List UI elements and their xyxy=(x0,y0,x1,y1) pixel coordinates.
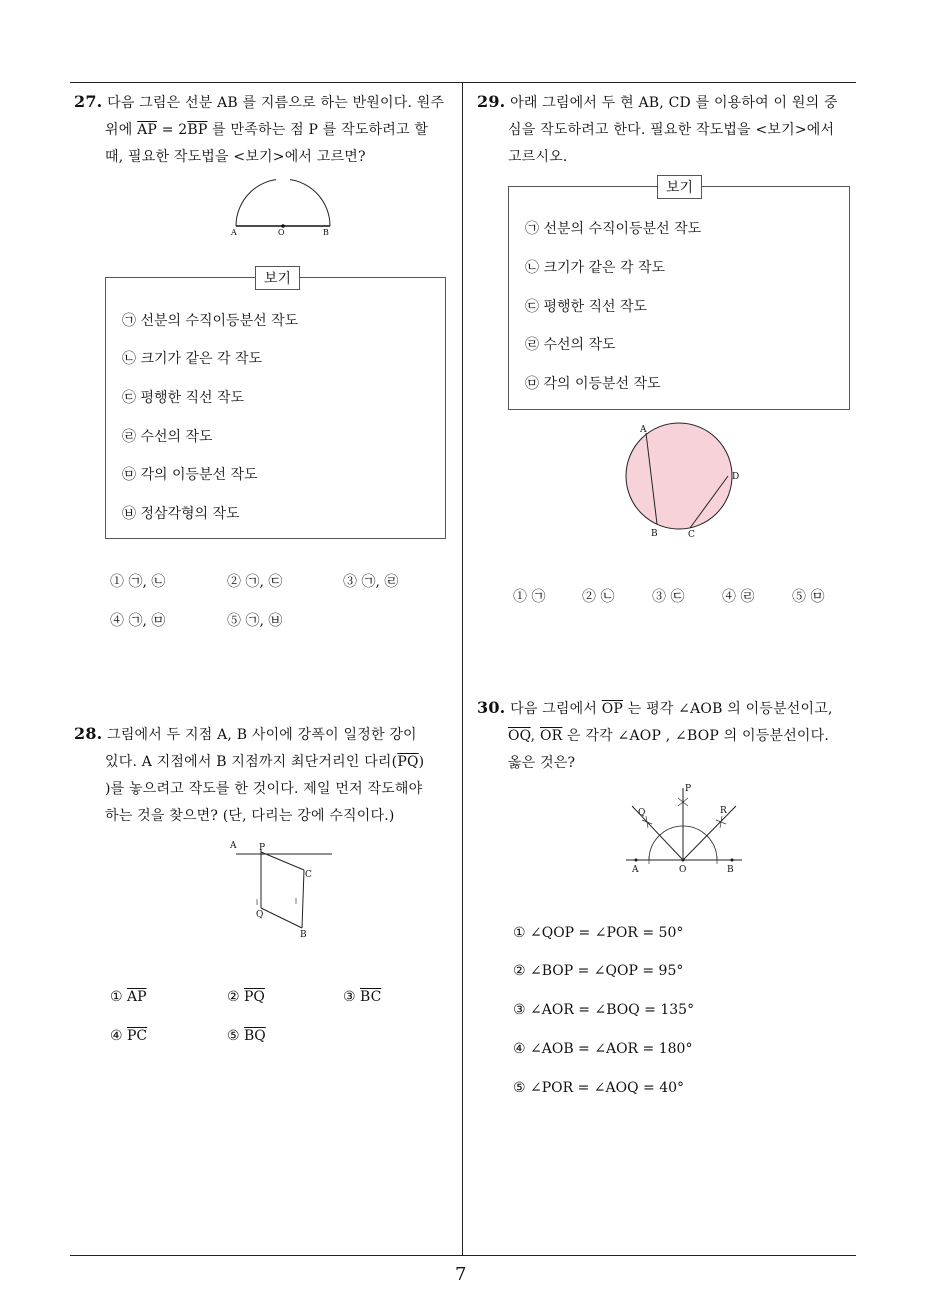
choice-number: ① xyxy=(110,989,123,1005)
label-c: C xyxy=(688,530,695,540)
semicircle-figure xyxy=(228,176,338,238)
q30-choice-3[interactable]: ③ ∠AOR = ∠BOQ = 135° xyxy=(513,1002,695,1018)
label-o: O xyxy=(278,228,285,237)
question-29 xyxy=(477,88,861,171)
question-27-number: 27. xyxy=(74,92,103,111)
q27-choice-1[interactable]: ① ㉠, ㉡ xyxy=(110,574,166,590)
question-30 xyxy=(477,694,861,777)
question-27-line3: 때, 필요한 작도법을 <보기>에서 고르면? xyxy=(105,149,366,165)
q27-bogi-item: ㉤ 각의 이등분선 작도 xyxy=(122,467,258,483)
q27-choice-4[interactable]: ④ ㉠, ㉤ xyxy=(110,613,166,629)
q27-bogi-item: ㉠ 선분의 수직이등분선 작도 xyxy=(122,313,299,329)
question-27 xyxy=(74,88,458,171)
q29-bogi-title: 보기 xyxy=(657,175,702,199)
question-27-line2c: 를 만족하는 점 P 를 작도하려고 할 xyxy=(207,122,429,138)
question-29-line1: 아래 그림에서 두 현 AB, CD 를 이용하여 이 원의 중 xyxy=(510,95,838,111)
question-30-line1a: 다음 그림에서 xyxy=(510,701,602,717)
page-number: 7 xyxy=(455,1264,467,1285)
segment-oq: $\overline{OQ}$ xyxy=(508,728,531,744)
question-27-line2b: = 2 xyxy=(157,122,188,138)
q29-choice-5[interactable]: ⑤ ㉤ xyxy=(792,589,825,605)
label-a: A xyxy=(231,228,237,237)
label-b: B xyxy=(651,529,658,539)
question-30-line1b: 는 평각 ∠AOB 의 이등분선이고, xyxy=(623,701,833,717)
q30-choice-5[interactable]: ⑤ ∠POR = ∠AOQ = 40° xyxy=(513,1080,685,1096)
label-b: B xyxy=(300,930,307,940)
label-a: A xyxy=(230,841,237,851)
label-b: B xyxy=(323,228,329,237)
q28-choice-2[interactable] xyxy=(227,989,265,1005)
question-27-line2a: 위에 xyxy=(105,122,138,138)
question-29-number: 29. xyxy=(477,92,506,111)
bottom-rule xyxy=(70,1255,856,1256)
q30-choice-4[interactable]: ④ ∠AOB = ∠AOR = 180° xyxy=(513,1041,693,1057)
q27-bogi-item: ㉢ 평행한 직선 작도 xyxy=(122,390,245,406)
label-b: B xyxy=(727,865,734,875)
label-c: C xyxy=(305,870,312,880)
q27-bogi-title: 보기 xyxy=(255,266,300,290)
segment-pq: $\overline{PQ}$ xyxy=(397,754,419,770)
q29-choice-2[interactable]: ② ㉡ xyxy=(582,589,615,605)
choice-number: ④ xyxy=(110,1028,123,1044)
segment-op: $\overline{OP}$ xyxy=(601,701,624,717)
label-a: A xyxy=(640,425,647,435)
choice-number: ③ xyxy=(343,989,356,1005)
question-29-line2: 심을 작도하려고 한다. 필요한 작도법을 <보기>에서 xyxy=(508,122,835,138)
q29-choice-3[interactable]: ③ ㉢ xyxy=(652,589,685,605)
top-rule xyxy=(70,82,856,83)
q28-choice-4[interactable] xyxy=(110,1028,147,1044)
choice-number: ⑤ xyxy=(227,1028,240,1044)
label-d: D xyxy=(732,472,740,482)
question-28-line2: 있다. A 지점에서 B 지점까지 최단거리인 다리( xyxy=(105,754,398,770)
q28-choice-1[interactable] xyxy=(110,989,147,1005)
label-a: A xyxy=(632,865,639,875)
label-q: Q xyxy=(638,808,646,818)
pink-circle xyxy=(626,423,732,529)
circle-chords-figure xyxy=(618,420,748,542)
arc-ap: $\overline{AP}$ xyxy=(137,122,158,138)
column-divider xyxy=(462,82,463,1256)
question-28: 28. 그림에서 두 지점 A, B 사이에 강폭이 일정한 강이 있다. A 지점에서 B 지점까지 최단거리인 다리$(\overline{PQ})$ )를 놓으려고 작도를 한 것이다. 제일 먼저 작도해야 하는 것을 찾으면? (단, 다리는 강에 수직이다.) xyxy=(74,720,458,830)
q27-bogi-item: ㉡ 크기가 같은 각 작도 xyxy=(122,351,262,367)
q27-bogi-item: ㉣ 수선의 작도 xyxy=(122,429,213,445)
q29-choice-4[interactable]: ④ ㉣ xyxy=(722,589,755,605)
segment-or: $\overline{OR}$ xyxy=(539,728,563,744)
question-30-number: 30. xyxy=(477,698,506,717)
q29-bogi-item: ㉤ 각의 이등분선 작도 xyxy=(525,376,661,392)
label-o: O xyxy=(679,865,687,875)
question-28-line3: )를 놓으려고 작도를 한 것이다. 제일 먼저 작도해야 xyxy=(105,781,423,797)
q28-choice-5[interactable] xyxy=(227,1028,266,1044)
question-29-line3: 고르시오. xyxy=(508,149,568,165)
arc-bp: $\overline{BP}$ xyxy=(187,122,208,138)
segment-ap: $\overline{AP}$ xyxy=(127,989,147,1005)
question-28-number: 28. xyxy=(74,724,103,743)
label-q: Q xyxy=(256,910,264,920)
q27-bogi-item: ㉥ 정삼각형의 작도 xyxy=(122,506,240,522)
q28-choice-3[interactable] xyxy=(343,989,381,1005)
segment-pc: $\overline{PC}$ xyxy=(127,1028,148,1044)
q29-choice-1[interactable]: ① ㉠ xyxy=(513,589,546,605)
question-27-line1: 다음 그림은 선분 AB 를 지름으로 하는 반원이다. 원주 xyxy=(107,95,445,111)
question-30-line3: 옳은 것은? xyxy=(508,755,576,771)
q29-bogi-item: ㉢ 평행한 직선 작도 xyxy=(525,299,648,315)
q30-choice-1[interactable]: ① ∠QOP = ∠POR = 50° xyxy=(513,925,684,941)
question-28-line4: 하는 것을 찾으면? (단, 다리는 강에 수직이다.) xyxy=(105,808,395,824)
q29-bogi-item: ㉡ 크기가 같은 각 작도 xyxy=(525,260,665,276)
river-bridge-figure xyxy=(226,836,336,942)
q27-choice-2[interactable]: ② ㉠, ㉢ xyxy=(227,574,283,590)
q27-choice-5[interactable]: ⑤ ㉠, ㉥ xyxy=(227,613,283,629)
question-28-line1: 그림에서 두 지점 A, B 사이에 강폭이 일정한 강이 xyxy=(107,727,417,743)
q27-choice-3[interactable]: ③ ㉠, ㉣ xyxy=(343,574,399,590)
angle-bisector-figure xyxy=(622,782,746,878)
segment-pq: $\overline{PQ}$ xyxy=(244,989,265,1005)
label-r: R xyxy=(720,806,727,816)
q30-choice-2[interactable]: ② ∠BOP = ∠QOP = 95° xyxy=(513,963,684,979)
q29-bogi-item: ㉠ 선분의 수직이등분선 작도 xyxy=(525,221,702,237)
label-p: P xyxy=(259,843,266,853)
label-p: P xyxy=(685,784,692,794)
question-30-line2b: 은 각각 ∠AOP , ∠BOP 의 이등분선이다. xyxy=(562,728,830,744)
separator: , xyxy=(530,728,540,744)
segment-bq: $\overline{BQ}$ xyxy=(244,1028,266,1044)
q29-bogi-item: ㉣ 수선의 작도 xyxy=(525,337,616,353)
choice-number: ② xyxy=(227,989,240,1005)
segment-bc: $\overline{BC}$ xyxy=(360,989,382,1005)
